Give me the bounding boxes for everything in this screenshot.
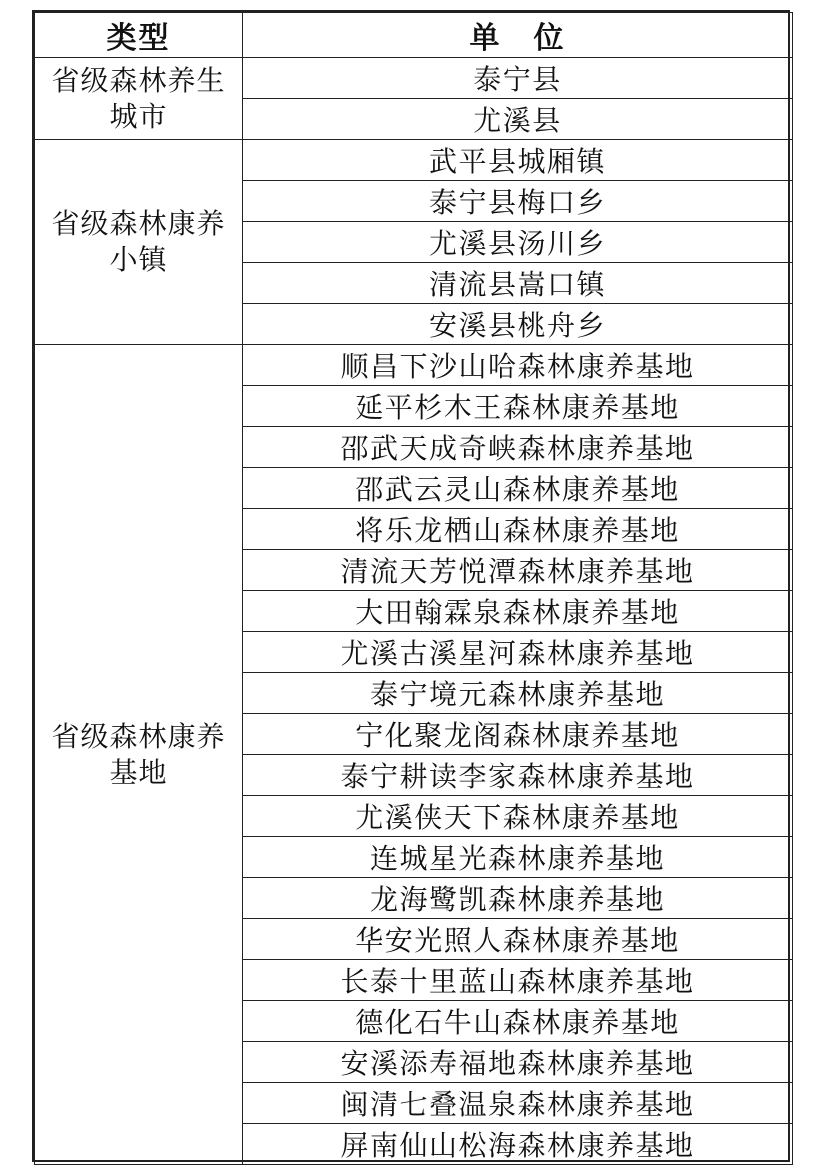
unit-cell: 尤溪县 [243,99,793,140]
table-row [35,58,793,99]
header-row [35,13,793,58]
unit-cell: 泰宁县 [243,58,793,99]
unit-cell: 顺昌下沙山哈森林康养基地 [243,345,793,386]
unit-cell: 华安光照人森林康养基地 [243,919,793,960]
unit-cell: 尤溪古溪星河森林康养基地 [243,632,793,673]
units-table-container [32,10,790,1162]
unit-cell: 龙海鹭凯森林康养基地 [243,878,793,919]
table-row [35,140,793,181]
unit-cell: 泰宁耕读李家森林康养基地 [243,755,793,796]
unit-cell: 邵武天成奇峡森林康养基地 [243,427,793,468]
category-cell: 省级森林养生城市 [35,58,243,140]
category-cell: 省级森林康养基地 [35,345,243,1165]
unit-cell: 连城星光森林康养基地 [243,837,793,878]
unit-cell: 安溪添寿福地森林康养基地 [243,1042,793,1083]
unit-cell: 清流县嵩口镇 [243,263,793,304]
unit-cell: 尤溪侠天下森林康养基地 [243,796,793,837]
unit-cell: 闽清七叠温泉森林康养基地 [243,1083,793,1124]
category-cell: 省级森林康养小镇 [35,140,243,345]
unit-cell: 邵武云灵山森林康养基地 [243,468,793,509]
unit-cell: 尤溪县汤川乡 [243,222,793,263]
table-row [35,345,793,386]
unit-cell: 清流天芳悦潭森林康养基地 [243,550,793,591]
unit-cell: 大田翰霖泉森林康养基地 [243,591,793,632]
unit-cell: 安溪县桃舟乡 [243,304,793,345]
unit-cell: 武平县城厢镇 [243,140,793,181]
header-unit: 单 位 [243,13,793,58]
unit-cell: 长泰十里蓝山森林康养基地 [243,960,793,1001]
unit-cell: 泰宁境元森林康养基地 [243,673,793,714]
unit-cell: 屏南仙山松海森林康养基地 [243,1124,793,1165]
unit-cell: 泰宁县梅口乡 [243,181,793,222]
unit-cell: 宁化聚龙阁森林康养基地 [243,714,793,755]
table-body [35,58,793,1165]
unit-cell: 德化石牛山森林康养基地 [243,1001,793,1042]
unit-cell: 将乐龙栖山森林康养基地 [243,509,793,550]
unit-cell: 延平杉木王森林康养基地 [243,386,793,427]
header-type: 类型 [35,13,243,58]
units-table [34,12,793,1165]
